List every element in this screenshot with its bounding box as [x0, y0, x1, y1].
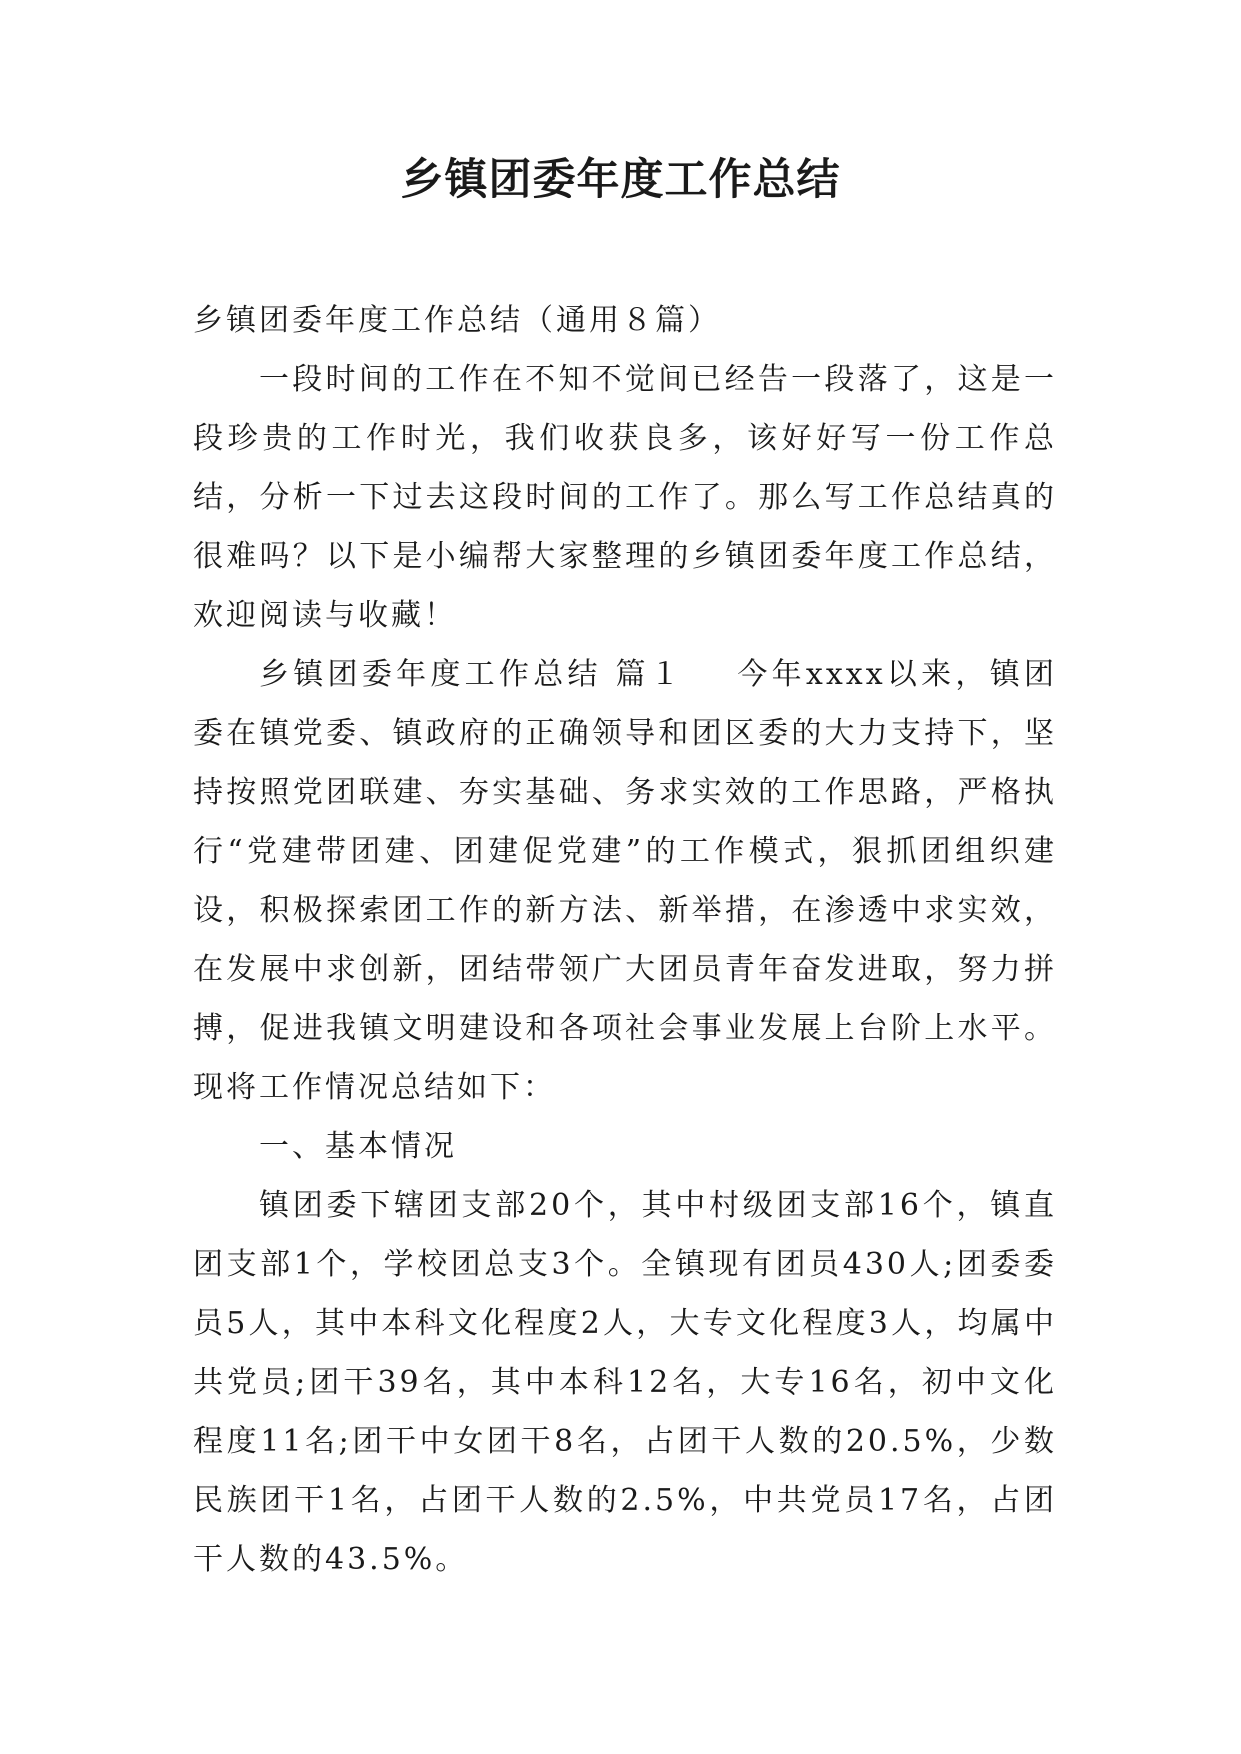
- document-body: [193, 291, 1057, 1589]
- section-1-label: 乡镇团委年度工作总结 篇１: [259, 657, 685, 692]
- intro-paragraph: 一段时间的工作在不知不觉间已经告一段落了，这是一段珍贵的工作时光，我们收获良多，该好好写一份工作总结，分析一下过去这段时间的工作了。那么写工作总结真的很难吗？以下是小编帮大家整理的乡镇团委年度工作总结，欢迎阅读与收藏！: [193, 362, 1057, 633]
- document-subtitle: 乡镇团委年度工作总结（通用８篇）: [193, 303, 721, 338]
- section-1-paragraph: [193, 645, 1057, 1117]
- basic-info-paragraph: 镇团委下辖团支部20个，其中村级团支部16个，镇直团支部1个，学校团总支3个。全镇现有团员430人;团委委员5人，其中本科文化程度2人，大专文化程度3人，均属中共党员;团干39名，其中本科12名，大专16名，初中文化程度11名;团干中女团干8名，占团干人数的20.5%，少数民族团干1名，占团干人数的2.5%，中共党员17名，占团干人数的43.5%。: [193, 1188, 1057, 1577]
- section-1-body: 今年xxxx以来，镇团委在镇党委、镇政府的正确领导和团区委的大力支持下，坚持按照党团联建、夯实基础、务求实效的工作思路，严格执行“党建带团建、团建促党建”的工作模式，狠抓团组织建设，积极探索团工作的新方法、新举措，在渗透中求实效，在发展中求创新，团结带领广大团员青年奋发进取，努力拼搏，促进我镇文明建设和各项社会事业发展上台阶上水平。现将工作情况总结如下：: [193, 657, 1057, 1105]
- document-title: 乡镇团委年度工作总结: [400, 155, 841, 205]
- heading-basic-situation: 一、基本情况: [259, 1129, 457, 1164]
